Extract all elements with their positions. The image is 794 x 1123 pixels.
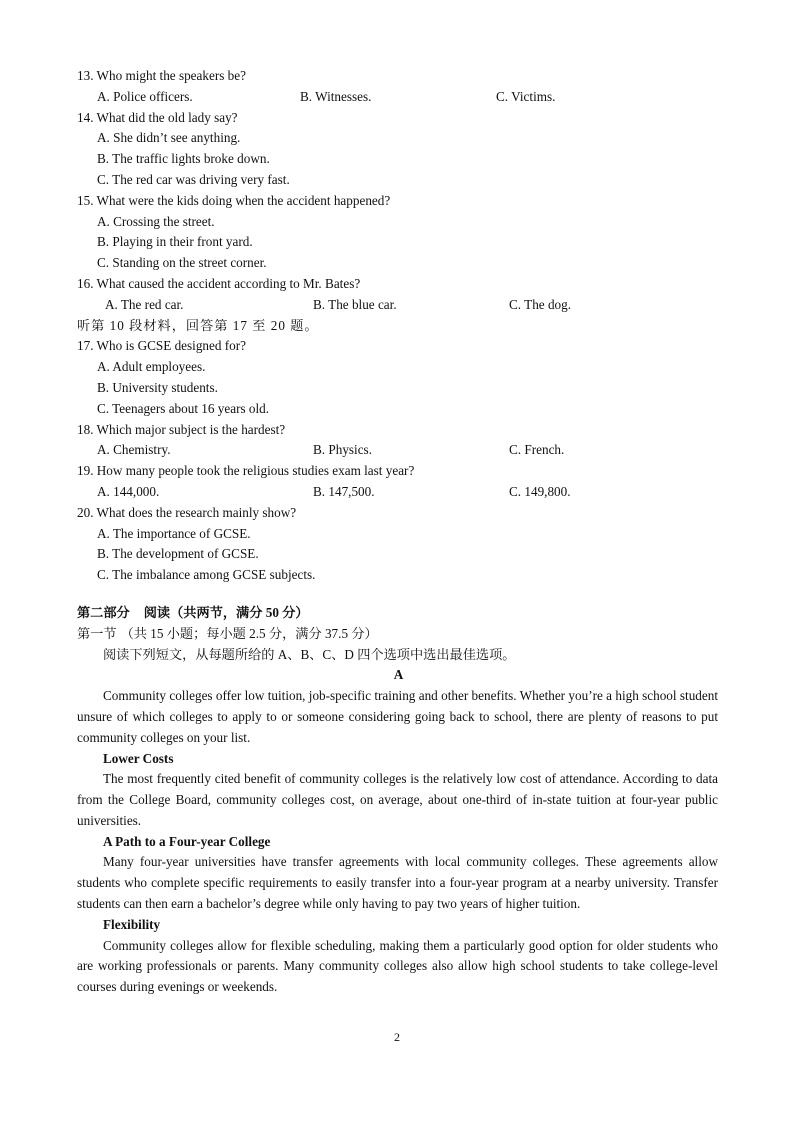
question: [0, 461, 794, 503]
option-b: B. 147,500.: [313, 483, 375, 499]
question-stem: 17. Who is GCSE designed for?: [77, 338, 246, 354]
option-c: C. Victims.: [496, 88, 556, 104]
option-a: A. Police officers.: [97, 88, 193, 104]
passage-heading: Lower Costs: [103, 750, 174, 766]
question-stem: 14. What did the old lady say?: [77, 109, 238, 125]
listening-instruction: 听第 10 段材料，回答第 17 至 20 题。: [77, 317, 319, 333]
option-c: C. The imbalance among GCSE subjects.: [97, 567, 316, 583]
passage-letter: A: [393, 667, 404, 683]
passage-paragraph: Community colleges allow for flexible scheduling, making them a particularly good option for older students who are working professionals or parents. Many community colleges also allow high school students to take college-level courses during evenings or weekends.: [77, 937, 718, 995]
option-b: B. The development of GCSE.: [97, 546, 259, 562]
passage-paragraph: Many four-year universities have transfer agreements with local community colleges. These agreements allow students who complete specific requirements to easily transfer into a four-year program at a nearby university. Transfer students can then earn a bachelor’s degree while only having to pay two years of higher tuition.: [77, 854, 718, 912]
option-a: A. Crossing the street.: [97, 213, 215, 229]
section-title: [0, 624, 794, 645]
question-stem: 20. What does the research mainly show?: [77, 504, 297, 520]
option-b: B. The blue car.: [313, 296, 397, 312]
option-b: B. Playing in their front yard.: [97, 234, 253, 250]
option-a: A. She didn’t see anything.: [97, 130, 241, 146]
passage-paragraph: The most frequently cited benefit of community colleges is the relatively low cost of attendance. According to data from the College Board, community colleges cost, on average, about one-third of in-state tuition at four-year public universities.: [77, 771, 718, 828]
question-stem: 16. What caused the accident according to Mr. Bates?: [77, 275, 361, 291]
option-b: B. The traffic lights broke down.: [97, 151, 270, 167]
option-row: [0, 482, 794, 503]
question: [0, 503, 794, 586]
question-stem: 18. Which major subject is the hardest?: [77, 421, 286, 437]
part-title-desc: 阅读（共两节，满分 50 分）: [143, 604, 309, 620]
option-a: A. Chemistry.: [97, 442, 171, 458]
passage-heading: Flexibility: [103, 916, 161, 932]
question: [0, 420, 794, 462]
question: [0, 108, 794, 191]
option-c: C. The dog.: [509, 296, 572, 312]
option-a: A. The importance of GCSE.: [97, 525, 251, 541]
option-c: C. The red car was driving very fast.: [97, 171, 290, 187]
option-c: C. 149,800.: [509, 483, 571, 499]
option-a: A. The red car.: [105, 296, 184, 312]
reading-direction: 阅读下列短文，从每题所给的 A、B、C、D 四个选项中选出最佳选项。: [103, 646, 516, 662]
question: [0, 66, 794, 108]
passage-heading: A Path to a Four-year College: [103, 833, 271, 849]
option-row: [0, 87, 794, 108]
option-row: [0, 440, 794, 461]
option-c: C. French.: [509, 442, 565, 458]
question-stem: 19. How many people took the religious studies exam last year?: [77, 463, 415, 479]
option-c: C. Standing on the street corner.: [97, 255, 267, 271]
option-row: [0, 295, 794, 316]
question-stem: 15. What were the kids doing when the accident happened?: [77, 192, 391, 208]
question: [0, 336, 794, 419]
option-b: B. Physics.: [313, 442, 372, 458]
option-b: B. University students.: [97, 379, 218, 395]
option-a: A. Adult employees.: [97, 359, 206, 375]
question-stem: 13. Who might the speakers be?: [77, 68, 246, 83]
question: [0, 191, 794, 274]
page-number: 2: [394, 1030, 400, 1044]
option-c: C. Teenagers about 16 years old.: [97, 400, 270, 416]
option-a: A. 144,000.: [97, 483, 160, 499]
section-title-label: 第一节: [77, 625, 117, 641]
option-b: B. Witnesses.: [300, 88, 372, 104]
question: [0, 274, 794, 316]
part-title-label: 第二部分: [77, 604, 130, 620]
exam-page: [0, 66, 794, 998]
section-title-desc: （共 15 小题；每小题 2.5 分，满分 37.5 分）: [120, 625, 378, 641]
part-title: [0, 603, 794, 624]
passage-intro: Community colleges offer low tuition, job-specific training and other benefits. Whether you’re a high school student unsure of which colleges to apply to or someone considering going back to school, there are plenty of reasons to put community colleges on your list.: [77, 688, 718, 745]
